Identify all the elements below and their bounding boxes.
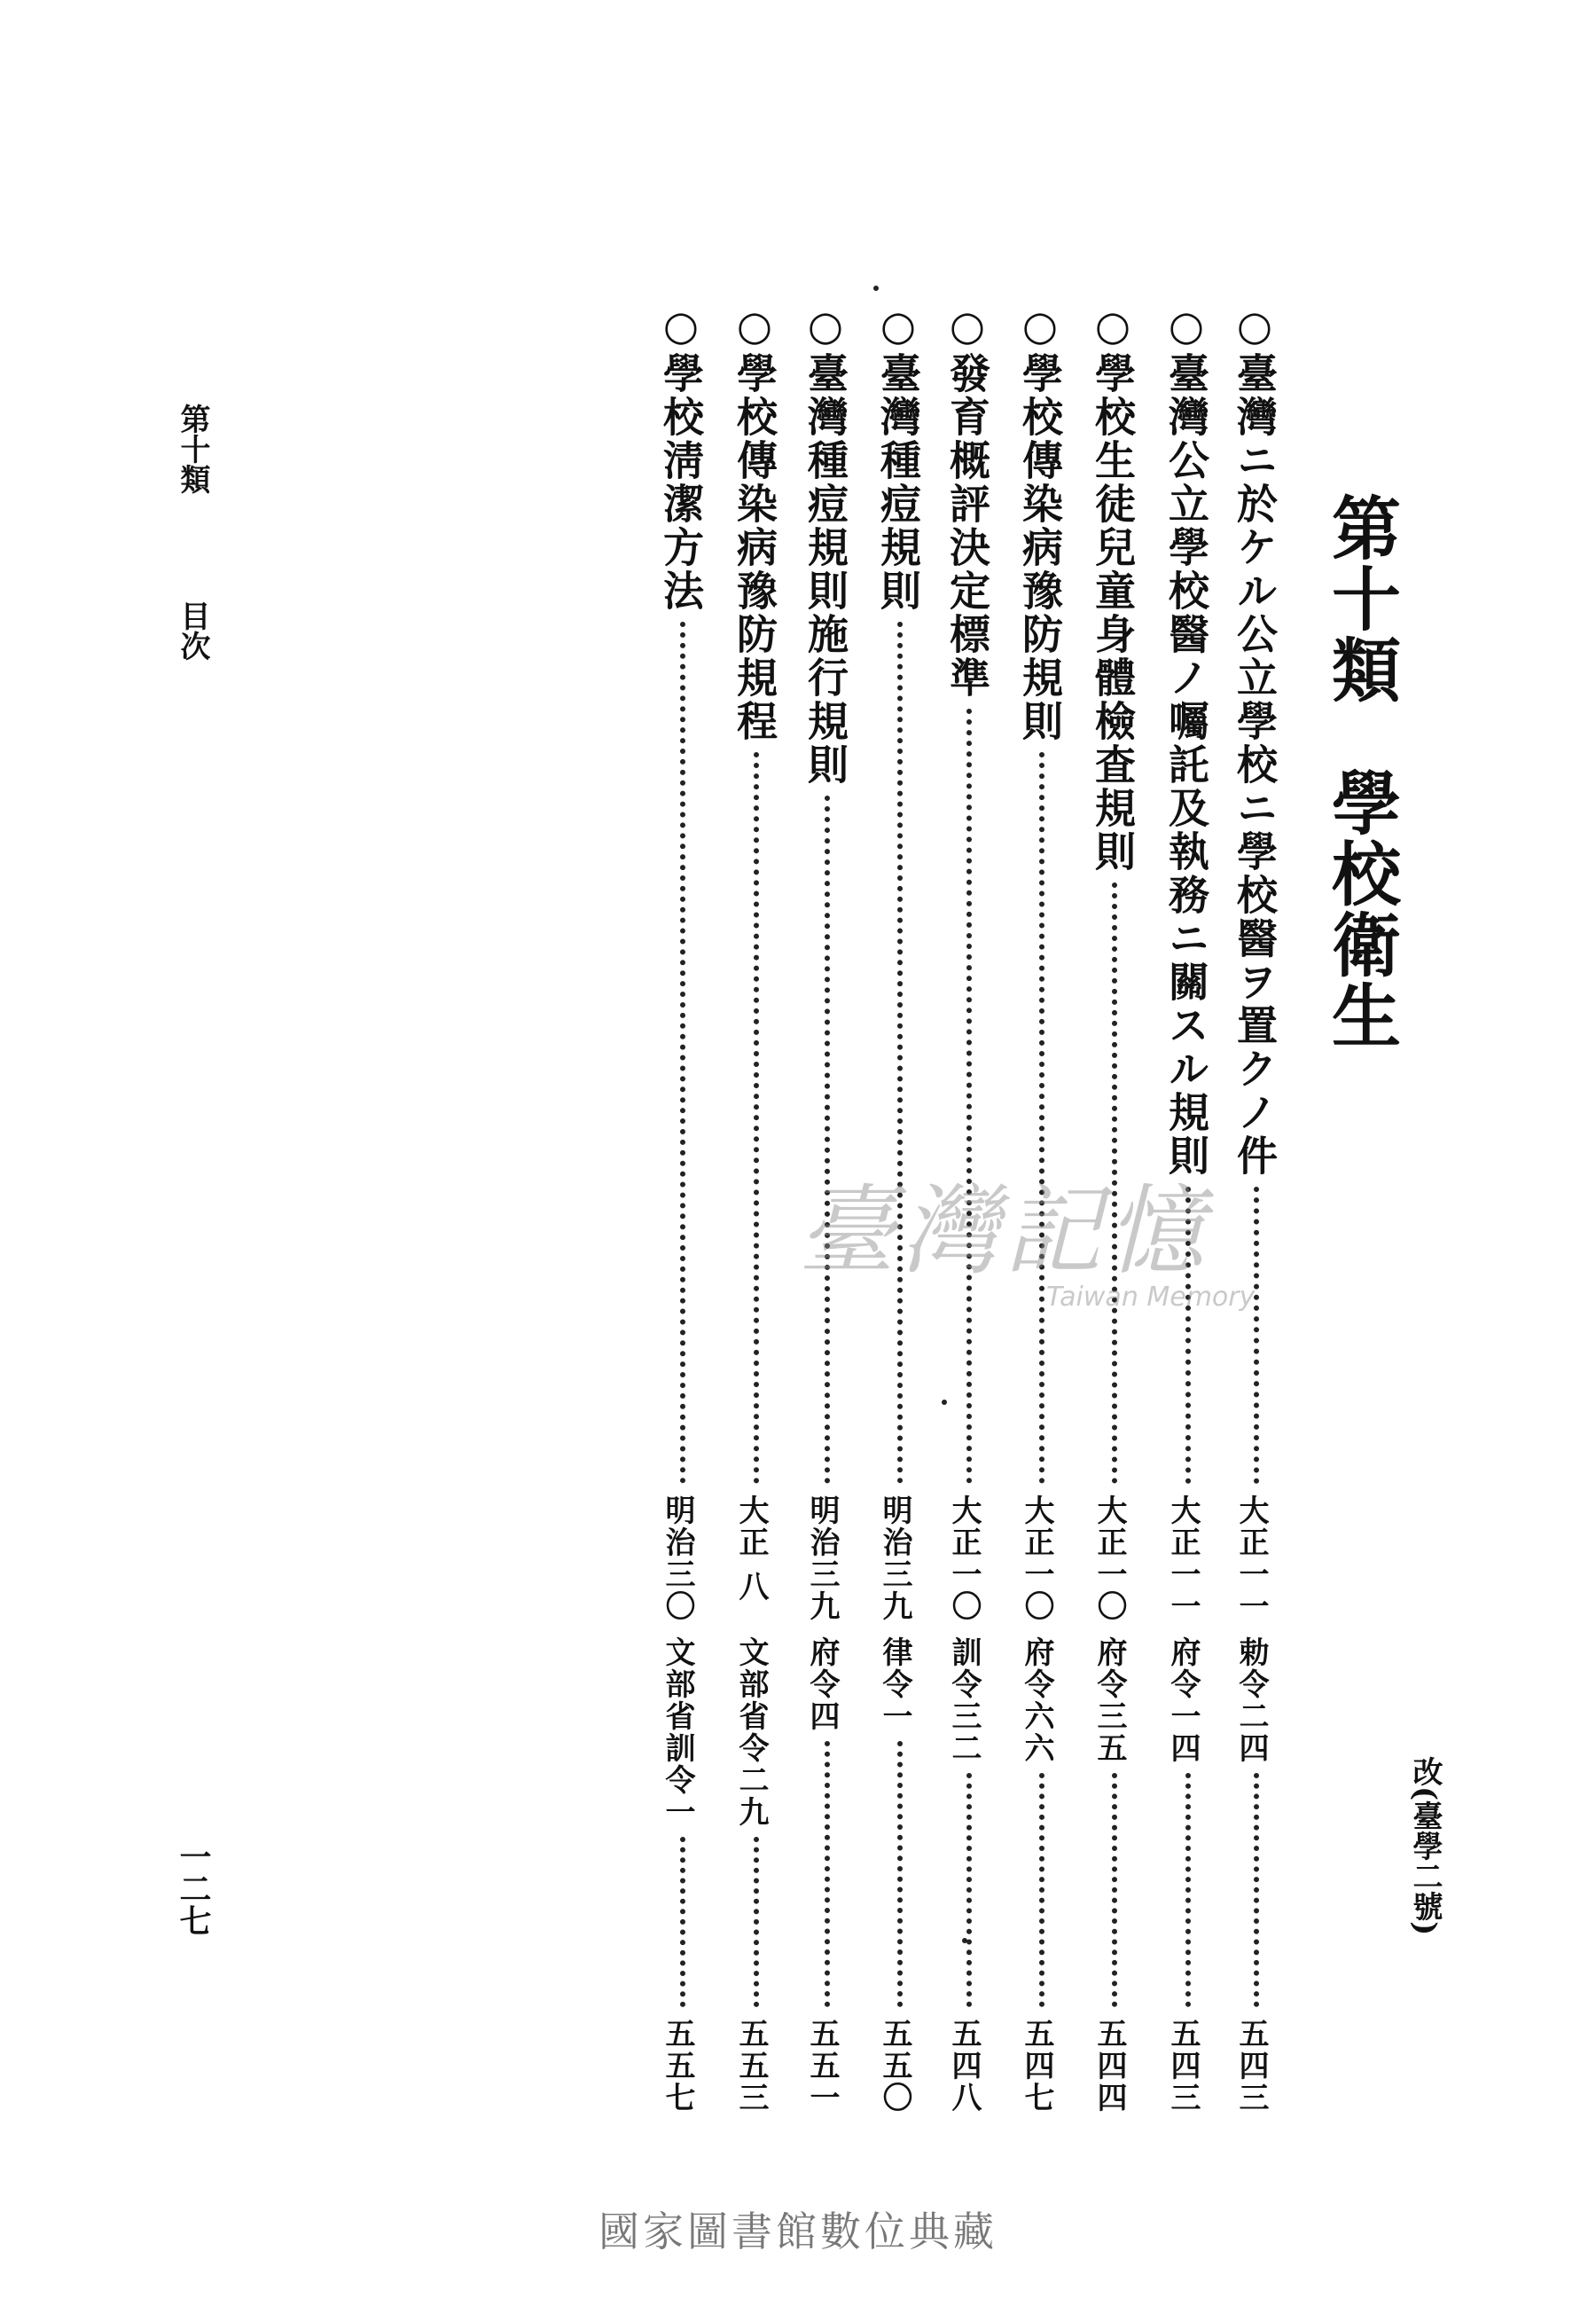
watermark [798, 1153, 1295, 1330]
entry-title-text: 臺灣公立學校醫ノ囑託及執務ニ關スル規則 [1162, 352, 1210, 1178]
entry-law-number: 訓令三二 [946, 1636, 982, 1764]
watermark-chinese: 臺灣記憶 [798, 1174, 1209, 1288]
entry-bullet-icon: ○ [731, 302, 778, 352]
entry-title-text: 學校傳染病豫防規程 [731, 352, 778, 743]
entry-era: 明治三九 [877, 1494, 912, 1622]
dot-leader [754, 1837, 759, 2007]
entry-page-number: 五五一 [804, 2018, 840, 2114]
running-head [175, 404, 210, 661]
toc-entry-title [943, 302, 991, 700]
entry-law-number: 文部省訓令一 [660, 1636, 695, 1828]
print-speck [962, 1938, 967, 1943]
toc-entry-title [1089, 302, 1137, 874]
entry-title-text: 學校淸潔方法 [657, 352, 705, 613]
entry-bullet-icon: ○ [1089, 302, 1137, 352]
entry-title-text: 學校生徒兒童身體檢査規則 [1089, 352, 1137, 874]
dot-leader [1254, 1773, 1259, 2007]
entry-title-text: 臺灣種痘規則 [874, 352, 922, 613]
dot-leader [1185, 1773, 1191, 2007]
entry-page-number: 五四三 [1165, 2018, 1201, 2114]
entry-era: 大正一〇 [1091, 1494, 1127, 1622]
entry-law-number: 府令四 [804, 1636, 840, 1732]
dot-leader [1039, 1773, 1044, 2007]
entry-law-number: 勅令二四 [1233, 1636, 1269, 1764]
entry-title-text: 臺灣種痘規則施行規則 [802, 352, 849, 787]
toc-entry-title [657, 302, 705, 613]
entry-bullet-icon: ○ [657, 302, 705, 352]
dot-leader [897, 622, 903, 1484]
entry-page-number: 五四四 [1091, 2018, 1127, 2114]
entry-bullet-icon: ○ [1016, 302, 1064, 352]
entry-bullet-icon: ○ [874, 302, 922, 352]
watermark-english: Taiwan Memory [1046, 1282, 1256, 1313]
entry-page-number: 五四八 [946, 2018, 982, 2114]
entry-bullet-icon: ○ [1162, 302, 1210, 352]
print-speck [942, 1400, 947, 1405]
entry-law-number: 文部省令二九 [733, 1636, 769, 1828]
entry-era: 大正一〇 [946, 1494, 982, 1622]
entry-era: 明治三九 [804, 1494, 840, 1622]
entry-bullet-icon: ○ [802, 302, 849, 352]
toc-entry-title [1231, 302, 1279, 1178]
toc-entry-title [802, 302, 849, 787]
dot-leader [825, 1741, 830, 2007]
toc-entry [731, 302, 787, 2114]
chapter-subject: 學校衛生 [1320, 767, 1401, 1051]
entry-title-text: 臺灣ニ於ケル公立學校ニ學校醫ヲ置クノ件 [1231, 352, 1279, 1178]
entry-title-text: 學校傳染病豫防規則 [1016, 352, 1064, 743]
archive-footer: 國家圖書館數位典藏 [598, 2208, 998, 2255]
dot-leader [966, 709, 972, 1484]
entry-era: 大正一一 [1165, 1494, 1201, 1622]
entry-page-number: 五五三 [733, 2018, 769, 2114]
dot-leader [680, 1837, 685, 2007]
toc-entry-title [1162, 302, 1210, 1178]
toc-entry-title [874, 302, 922, 613]
chapter-category: 第十類 [1320, 492, 1401, 705]
entry-page-number: 五四三 [1233, 2018, 1269, 2114]
entry-law-number: 律令一 [877, 1636, 912, 1732]
dot-leader [897, 1741, 903, 2007]
entry-bullet-icon: ○ [1231, 302, 1279, 352]
dot-leader [754, 752, 759, 1484]
dot-leader [1112, 1773, 1117, 2007]
entry-law-number: 府令六六 [1019, 1636, 1054, 1764]
page-number: 一二七 [175, 1840, 212, 1936]
entry-law-number: 府令一四 [1165, 1636, 1201, 1764]
running-head-category: 第十類 [175, 404, 210, 494]
print-speck [873, 286, 879, 291]
entry-page-number: 五四七 [1019, 2018, 1054, 2114]
entry-bullet-icon: ○ [943, 302, 991, 352]
entry-era: 大正 八 [733, 1494, 769, 1603]
entry-era: 明治三〇 [660, 1494, 695, 1622]
toc-entry [657, 302, 714, 2114]
entry-law-number: 府令三五 [1091, 1636, 1127, 1764]
entry-page-number: 五五〇 [877, 2018, 912, 2114]
dot-leader [1039, 752, 1044, 1484]
entry-era: 大正一一 [1233, 1494, 1269, 1622]
toc-entry-title [731, 302, 778, 743]
chapter-heading [1320, 492, 1401, 1051]
revision-note: 改(臺學二號) [1407, 1756, 1443, 1936]
entry-page-number: 五五七 [660, 2018, 695, 2114]
dot-leader [680, 622, 685, 1484]
toc-entry-title [1016, 302, 1064, 743]
entry-era: 大正一〇 [1019, 1494, 1054, 1622]
dot-leader [825, 796, 830, 1484]
dot-leader [966, 1773, 972, 2007]
entry-title-text: 發育概評決定標準 [943, 352, 991, 700]
running-head-label: 目次 [175, 600, 210, 661]
